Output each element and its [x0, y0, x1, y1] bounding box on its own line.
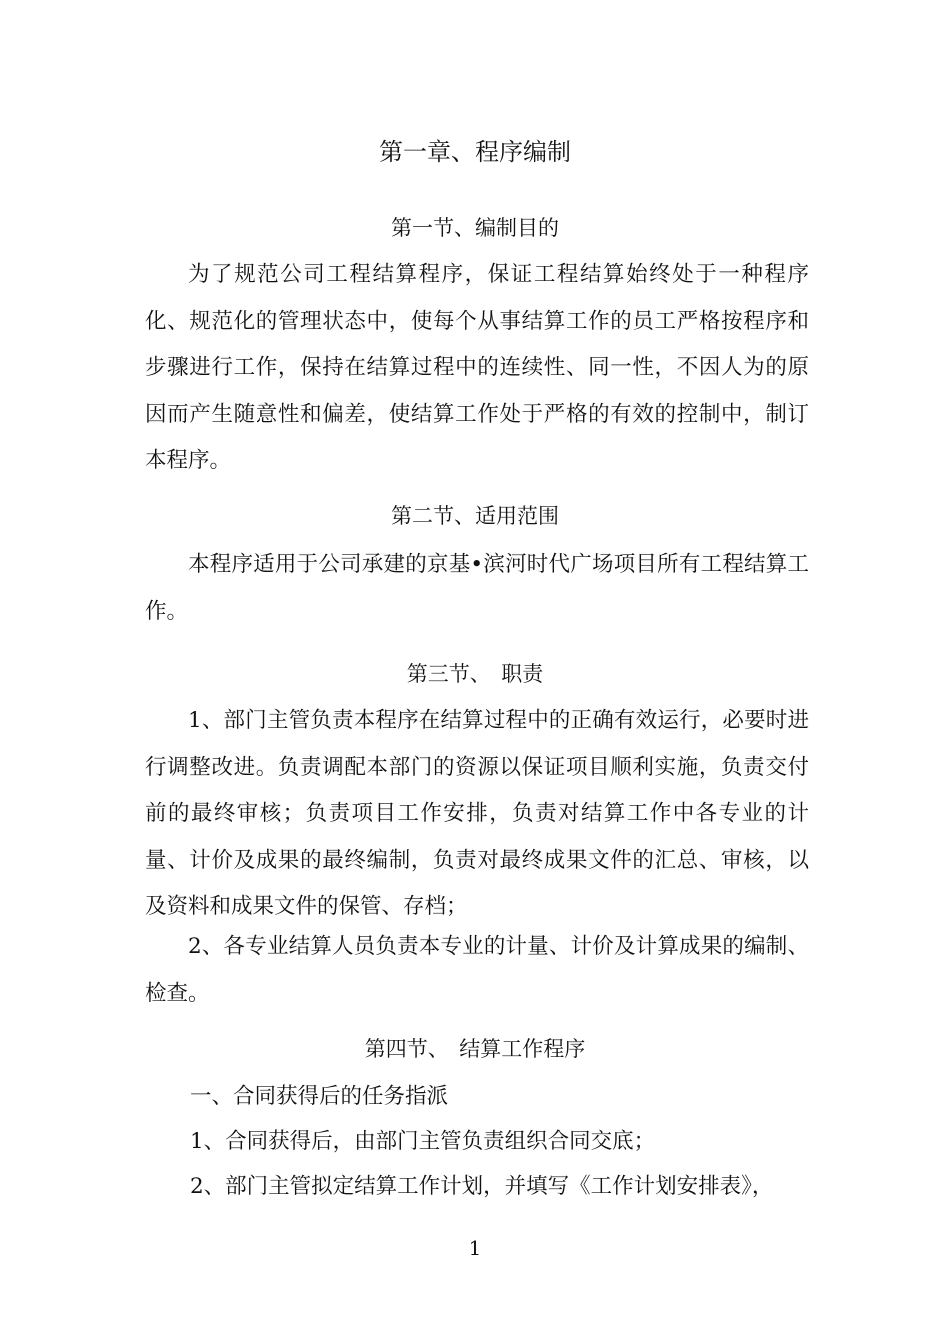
section-heading-procedure: 第四节、 结算工作程序: [364, 1037, 586, 1061]
page-number: 1: [468, 1236, 482, 1260]
paragraph-scope: 本程序适用于公司承建的京基•滨河时代广场项目所有工程结算工作。: [145, 552, 809, 624]
section-heading-responsibilities: 第三节、 职责: [406, 662, 544, 686]
procedure-item-1: 1、合同获得后，由部门主管负责组织合同交底；: [190, 1129, 656, 1154]
paragraph-responsibility-2: 2、各专业结算人员负责本专业的计量、计价及计算成果的编制、检查。: [145, 934, 809, 1006]
procedure-item-heading: 一、合同获得后的任务指派: [190, 1084, 449, 1109]
chapter-title: 第一章、程序编制: [379, 138, 571, 166]
section-heading-scope: 第二节、适用范围: [391, 504, 559, 528]
paragraph-responsibility-1: 1、部门主管负责本程序在结算过程中的正确有效运行，必要时进行调整改进。负责调配本部门的资源以保证项目顺利实施，负责交付前的最终审核；负责项目工作安排，负责对结算工作中各专业的计量、计价及成果的最终编制，负责对最终成果文件的汇总、审核，以及资料和成果文件的保管、存档；: [145, 708, 809, 919]
section-heading-purpose: 第一节、编制目的: [391, 216, 559, 240]
paragraph-purpose: 为了规范公司工程结算程序，保证工程结算始终处于一种程序化、规范化的管理状态中，使每个从事结算工作的员工严格按程序和步骤进行工作，保持在结算过程中的连续性、同一性，不因人为的原因而产生随意性和偏差，使结算工作处于严格的有效的控制中，制订本程序。: [145, 262, 809, 473]
procedure-item-2: 2、部门主管拟定结算工作计划，并填写《工作计划安排表》，: [190, 1174, 774, 1199]
